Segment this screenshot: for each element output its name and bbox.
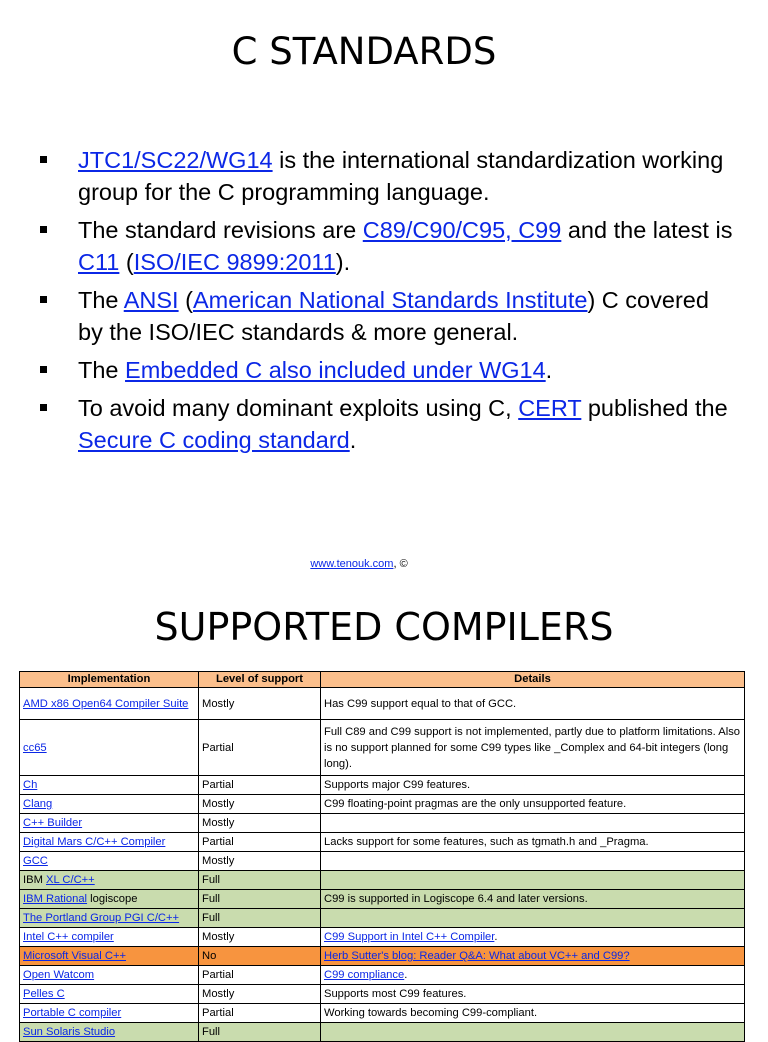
cell-implementation	[20, 890, 199, 909]
cell-details	[321, 1004, 745, 1023]
cell-details	[321, 814, 745, 833]
cell-details	[321, 852, 745, 871]
cell-implementation	[20, 871, 199, 890]
cell-details	[321, 890, 745, 909]
details-link[interactable]: C99 Support in Intel C++ Compiler	[324, 931, 495, 943]
cell-implementation	[20, 720, 199, 776]
bullet-link[interactable]: C89/C90/C95, C99	[362, 217, 562, 243]
cell-implementation	[20, 1023, 199, 1042]
cell-details	[321, 928, 745, 947]
bullet-list	[40, 144, 740, 462]
table-row	[20, 688, 745, 720]
bullet-square-icon	[40, 156, 47, 163]
cell-implementation	[20, 909, 199, 928]
bullet-link[interactable]: ANSI	[123, 287, 179, 313]
details-text: Working towards becoming C99-compliant.	[324, 1007, 538, 1019]
bullet-link[interactable]: ISO/IEC 9899:2011	[133, 249, 336, 275]
bullet-link[interactable]: CERT	[518, 395, 582, 421]
header-level: Level of support	[199, 672, 321, 688]
cell-details	[321, 776, 745, 795]
cell-details	[321, 909, 745, 928]
cell-level: Mostly	[199, 985, 321, 1004]
implementation-link[interactable]: GCC	[23, 855, 48, 867]
bullet-text: (	[119, 249, 134, 275]
bullet-item	[40, 144, 740, 208]
compiler-table	[19, 671, 745, 1042]
cell-level: Mostly	[199, 688, 321, 720]
cell-level: Partial	[199, 966, 321, 985]
implementation-text: IBM	[23, 874, 46, 886]
cell-level: Partial	[199, 776, 321, 795]
cell-details	[321, 688, 745, 720]
cell-details	[321, 720, 745, 776]
bullet-text: The standard revisions are	[78, 217, 363, 243]
bullet-square-icon	[40, 226, 47, 233]
cell-implementation	[20, 776, 199, 795]
cell-level: Partial	[199, 833, 321, 852]
cell-details	[321, 795, 745, 814]
cell-implementation	[20, 795, 199, 814]
cell-details	[321, 947, 745, 966]
details-text: C99 is supported in Logiscope 6.4 and later versions.	[324, 893, 588, 905]
table-row	[20, 890, 745, 909]
cell-implementation	[20, 966, 199, 985]
implementation-link[interactable]: Intel C++ compiler	[23, 931, 114, 943]
bullet-item	[40, 392, 740, 456]
cell-implementation	[20, 1004, 199, 1023]
table-row	[20, 909, 745, 928]
details-text: Lacks support for some features, such as tgmath.h and _Pragma.	[324, 836, 649, 848]
cell-details	[321, 833, 745, 852]
bullet-text: The	[78, 287, 124, 313]
bullet-link[interactable]: JTC1/SC22/WG14	[78, 147, 273, 173]
cell-level: Mostly	[199, 928, 321, 947]
details-text: Supports most C99 features.	[324, 988, 467, 1000]
cell-level: Full	[199, 890, 321, 909]
bullet-item	[40, 214, 740, 278]
bullet-text: ).	[335, 249, 351, 275]
header-implementation: Implementation	[20, 672, 199, 688]
implementation-link[interactable]: Portable C compiler	[23, 1007, 122, 1019]
details-link[interactable]: Herb Sutter's blog: Reader Q&A: What about VC++ and C99?	[324, 950, 630, 962]
cell-details	[321, 966, 745, 985]
bullet-square-icon	[40, 366, 47, 373]
bullet-text: is the international standardization working group for the C programming language.	[78, 147, 724, 205]
cell-level: Mostly	[199, 795, 321, 814]
bullet-text: To avoid many dominant exploits using C,	[78, 395, 519, 421]
details-link[interactable]: C99 compliance	[324, 969, 405, 981]
bullet-square-icon	[40, 296, 47, 303]
table-row	[20, 928, 745, 947]
cell-details	[321, 871, 745, 890]
implementation-link[interactable]: Clang	[23, 798, 53, 810]
table-row	[20, 852, 745, 871]
cell-implementation	[20, 985, 199, 1004]
credit-line	[0, 558, 718, 570]
cell-level: Mostly	[199, 814, 321, 833]
cell-level: Mostly	[199, 852, 321, 871]
implementation-link[interactable]: cc65	[23, 741, 47, 754]
table-row	[20, 795, 745, 814]
cell-implementation	[20, 947, 199, 966]
bullet-text: .	[349, 427, 357, 453]
cell-implementation	[20, 688, 199, 720]
cell-level: Full	[199, 1023, 321, 1042]
implementation-link[interactable]: Sun Solaris Studio	[23, 1026, 116, 1038]
details-text: Has C99 support equal to that of GCC.	[324, 697, 517, 710]
bullet-item	[40, 354, 740, 386]
implementation-link[interactable]: Microsoft Visual C++	[23, 950, 127, 962]
implementation-link[interactable]: AMD x86 Open64 Compiler Suite	[23, 697, 189, 710]
bullet-text: ) C covered by the ISO/IEC standards & more general.	[78, 287, 709, 345]
bullet-text: (	[178, 287, 193, 313]
header-details: Details	[321, 672, 745, 688]
bullet-item	[40, 284, 740, 348]
implementation-text: logiscope	[87, 893, 138, 905]
cell-implementation	[20, 833, 199, 852]
table-row	[20, 947, 745, 966]
table-row	[20, 833, 745, 852]
details-text: Supports major C99 features.	[324, 779, 471, 791]
implementation-link[interactable]: IBM Rational	[23, 893, 88, 905]
table-row	[20, 1023, 745, 1042]
cell-level: Partial	[199, 720, 321, 776]
cell-details	[321, 1023, 745, 1042]
compiler-table-wrapper	[19, 671, 744, 1042]
implementation-link[interactable]: Ch	[23, 779, 38, 791]
table-row	[20, 1004, 745, 1023]
bullet-text: and the latest is	[561, 217, 733, 243]
implementation-link[interactable]: XL C/C++	[46, 874, 95, 886]
bullet-text: The	[78, 357, 126, 383]
table-header-row	[20, 672, 745, 688]
implementation-link[interactable]: Open Watcom	[23, 969, 95, 981]
bullet-square-icon	[40, 404, 47, 411]
bullet-text: .	[545, 357, 553, 383]
implementation-link[interactable]: The Portland Group PGI C/C++	[23, 912, 180, 924]
cell-details	[321, 985, 745, 1004]
cell-implementation	[20, 928, 199, 947]
details-text: Full C89 and C99 support is not implemented, partly due to platform limitations. Also is no support planned for some C99 types like _Complex and 64-bit integers (long long).	[324, 725, 741, 770]
bullet-link[interactable]: Embedded C also included under WG14	[125, 357, 546, 383]
implementation-link[interactable]: Digital Mars C/C++ Compiler	[23, 836, 166, 848]
table-row	[20, 985, 745, 1004]
table-row	[20, 871, 745, 890]
details-text: .	[494, 931, 498, 943]
table-row	[20, 814, 745, 833]
bullet-text: published the	[581, 395, 728, 421]
credit-link[interactable]: www.tenouk.com	[310, 558, 394, 570]
details-text: C99 floating-point pragmas are the only unsupported feature.	[324, 798, 627, 810]
slide-title: C STANDARDS	[231, 30, 497, 73]
cell-level: Full	[199, 909, 321, 928]
details-text: .	[404, 969, 408, 981]
table-row	[20, 720, 745, 776]
cell-level: Full	[199, 871, 321, 890]
cell-implementation	[20, 814, 199, 833]
bullet-link[interactable]: American National Standards Institute	[192, 287, 588, 313]
table-row	[20, 966, 745, 985]
cell-level: Partial	[199, 1004, 321, 1023]
implementation-link[interactable]: C++ Builder	[23, 817, 83, 829]
table-row	[20, 776, 745, 795]
bullet-link[interactable]: Secure C coding standard	[78, 427, 350, 453]
cell-implementation	[20, 852, 199, 871]
credit-suffix: , ©	[393, 558, 408, 570]
cell-level: No	[199, 947, 321, 966]
slide-title: SUPPORTED COMPILERS	[154, 605, 614, 649]
implementation-link[interactable]: Pelles C	[23, 988, 65, 1000]
bullet-link[interactable]: C11	[78, 249, 120, 275]
